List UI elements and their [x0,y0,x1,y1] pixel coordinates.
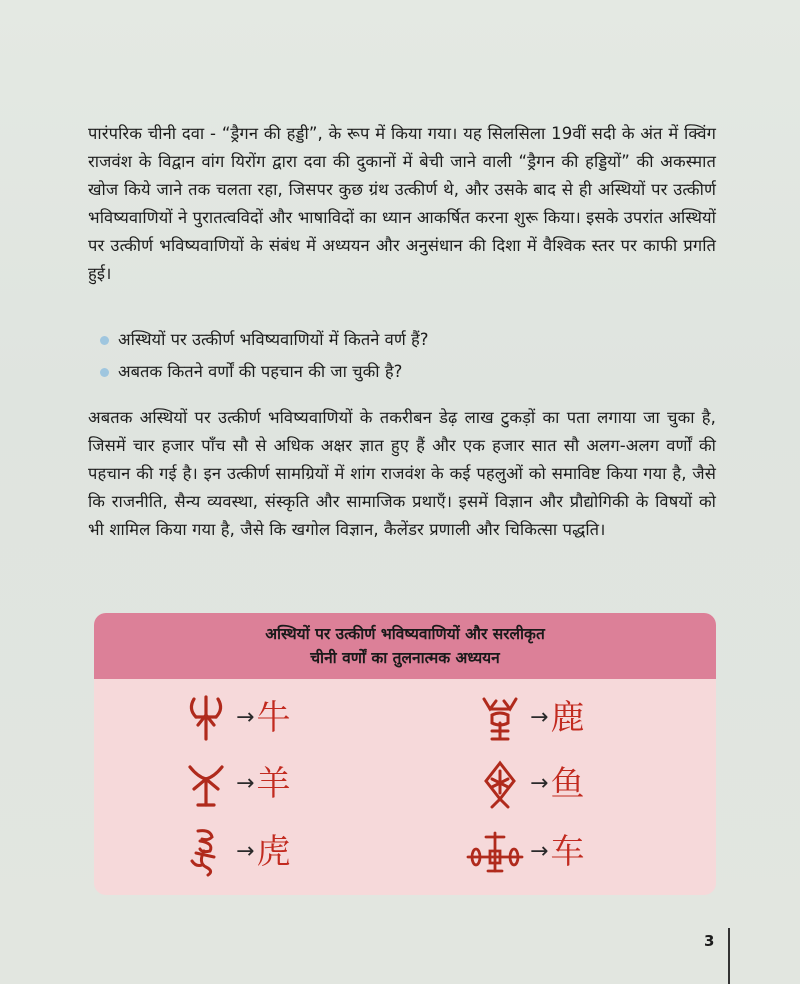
comparison-pair-fish [474,759,584,809]
arrow-icon: → [530,705,549,730]
comparison-pair-sheep [180,759,290,809]
modern-character-deer: 鹿 [550,698,585,738]
bullet-dot-icon [100,368,109,377]
question-item: अस्थियों पर उत्कीर्ण भविष्यवाणियों में कितने वर्ण हैं? [98,324,718,356]
paragraph-1: पारंपरिक चीनी दवा - “ड्रैगन की हड्डी”, के रूप में किया गया। यह सिलसिला 19वीं सदी के अंत में क्विंग राजवंश के विद्वान वांग यिरोंग द्वारा दवा की दुकानों में बेची जाने वाली “ड्रैगन की हड्डियों” की अकस्मात खोज किये जाने तक चलता रहा, जिसपर कुछ ग्रंथ उत्कीर्ण थे, और उसके बाद से ही अस्थियों पर उत्कीर्ण भविष्यवाणियों ने पुरातत्वविदों और भाषाविदों का ध्यान आकर्षित करना शुरू किया। इसके उपरांत अस्थियों पर उत्कीर्ण भविष्यवाणियों के संबंध में अध्ययन और अनुसंधान की दिशा में वैश्विक स्तर पर काफी प्रगति हुई। [88,124,716,283]
deer-oracle-glyph-icon [474,693,528,743]
paragraph-2: अबतक अस्थियों पर उत्कीर्ण भविष्यवाणियों के तकरीबन डेढ़ लाख टुकड़ों का पता लगाया जा चुका है, जिसमें चार हजार पाँच सौ से अधिक अक्षर ज्ञात हुए हैं और एक हजार सात सौ अलग-अलग वर्णों की पहचान की गई है। इन उत्कीर्ण सामग्रियों में शांग राजवंश के कई पहलुओं को समाविष्ट किया गया है, जैसे कि राजनीति, सैन्य व्यवस्था, संस्कृति और सामाजिक प्रथाएँ। इसमें विज्ञान और प्रौद्योगिकी के विषयों को भी शामिल किया गया है, जैसे कि खगोल विज्ञान, कैलेंडर प्रणाली और चिकित्सा पद्धति। [88,408,716,539]
modern-character-cart: 车 [550,832,585,872]
cart-oracle-glyph-icon [462,827,528,877]
question-list [98,324,718,388]
comparison-pair-deer [474,693,584,743]
comparison-pair-ox [180,693,290,743]
modern-character-tiger: 虎 [256,832,291,872]
arrow-icon: → [530,771,549,796]
page-number-rule [728,928,730,984]
comparison-pair-tiger [180,827,290,877]
bullet-dot-icon [100,336,109,345]
sheep-oracle-glyph-icon [180,759,234,809]
tiger-oracle-glyph-icon [180,827,234,877]
comparison-panel [94,613,716,895]
comparison-panel-header [94,613,716,679]
modern-character-sheep: 羊 [256,764,291,804]
arrow-icon: → [530,839,549,864]
arrow-icon: → [236,705,255,730]
comparison-pair-cart [462,827,584,877]
modern-character-ox: 牛 [256,698,291,738]
comparison-title-line-2: चीनी वर्णों का तुलनात्मक अध्ययन [310,649,500,667]
fish-oracle-glyph-icon [474,759,528,809]
modern-character-fish: 鱼 [550,764,585,804]
arrow-icon: → [236,771,255,796]
arrow-icon: → [236,839,255,864]
page-number: 3 [704,932,715,950]
ox-oracle-glyph-icon [180,693,234,743]
comparison-title-line-1: अस्थियों पर उत्कीर्ण भविष्यवाणियों और सरलीकृत [265,625,545,643]
question-item: अबतक कितने वर्णों की पहचान की जा चुकी है? [98,356,718,388]
